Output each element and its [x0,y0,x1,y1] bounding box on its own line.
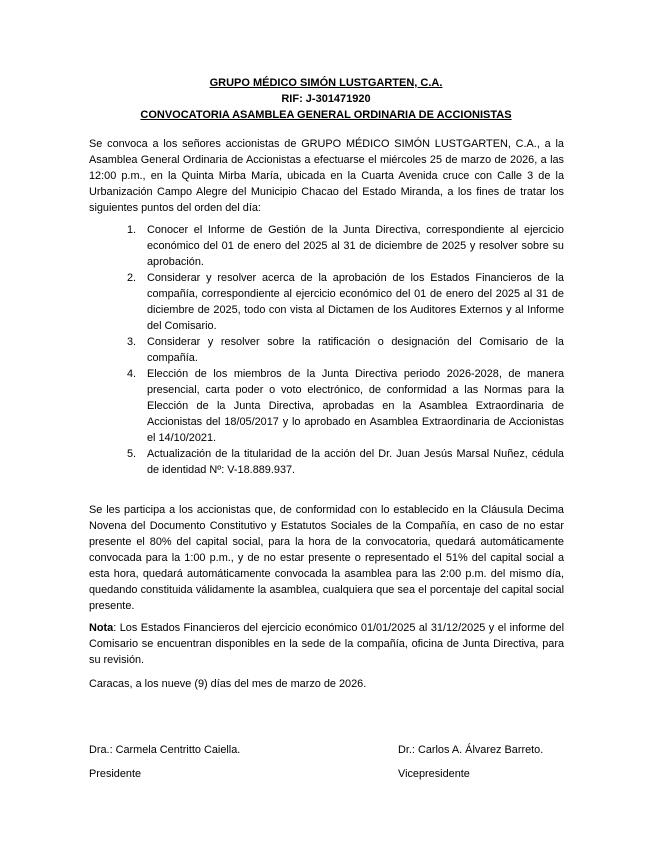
company-name-text: GRUPO MÉDICO SIMÓN LUSTGARTEN, C.A. [209,77,443,89]
president-name: Dra.: Carmela Centritto Caiella. [89,744,241,756]
president-signature [89,742,398,782]
agenda-item [120,270,564,334]
agenda-item-text: Considerar y resolver sobre la ratificación o designación del Comisario de la compañía. [147,336,564,364]
note-text: : Los Estados Financieros del ejercicio económico 01/01/2025 al 31/12/2025 y el informe del Comisario se encuentran disponibles en la sede de la compañía, oficina de Junta Directiva, para su revisión. [89,622,564,666]
note-paragraph [89,620,564,668]
company-name [0,75,652,91]
agenda-item [120,366,564,446]
agenda-item-text: Elección de los miembros de la Junta Directiva periodo 2026-2028, de manera presencial, carta poder o voto electrónico, de conformidad a las Normas para la Elección de la Junta Directiva, aprobadas en la Asamblea Extraordinaria de Accionistas del 18/05/2017 y lo aprobado en Asamblea Extraordinaria de Accionistas el 14/10/2021. [147,368,564,444]
agenda-item [120,334,564,366]
agenda-item-text: Considerar y resolver acerca de la aprobación de los Estados Financieros de la compañía, correspondiente al ejercicio económico del 01 de enero del 2025 al 31 de diciembre de 2025, todo con vista al Dictamen de los Auditores Externos y al Informe del Comisario. [147,272,564,332]
quorum-paragraph: Se les participa a los accionistas que, de conformidad con lo establecido en la Cláusula Decima Novena del Documento Constitutivo y Estatutos Sociales de la Compañía, en caso de no estar presente el 80% del capital social, para la hora de la convocatoria, quedará automáticamente convocada para la 1:00 p.m., y de no estar presente o representado el 51% del capital social a esta hora, quedará automáticamente convocada la asamblea para las 2:00 p.m. del mismo día, quedando constituida válidamente la asamblea, cualquiera que sea el porcentaje del capital social presente. [89,504,564,612]
note-label: Nota [89,622,114,634]
agenda-item-number: 3. [127,336,137,348]
document-title-text: CONVOCATORIA ASAMBLEA GENERAL ORDINARIA DE ACCIONISTAS [140,109,512,121]
agenda-list [120,222,564,478]
agenda-item [120,446,564,478]
president-role: Presidente [89,768,142,780]
agenda-item-number: 4. [127,368,137,380]
agenda-item-text: Conocer el Informe de Gestión de la Junta Directiva, correspondiente al ejercicio económico del 01 de enero del 2025 al 31 de diciembre de 2025 y resolver sobre su aprobación. [147,224,564,268]
signature-block [89,742,564,782]
date-line: Caracas, a los nueve (9) días del mes de marzo de 2026. [89,678,367,690]
agenda-item-text: Actualización de la titularidad de la acción del Dr. Juan Jesús Marsal Nuñez, cédula de identidad Nº: V-18.889.937. [147,448,564,476]
document-title [0,107,652,123]
agenda-item-number: 1. [127,224,137,236]
agenda-item-number: 5. [127,448,137,460]
agenda-item-number: 2. [127,272,137,284]
vicepresident-signature [398,742,543,782]
vicepresident-name: Dr.: Carlos A. Álvarez Barreto. [398,744,544,756]
rif-number: RIF: J-301471920 [281,93,371,105]
agenda-item [120,222,564,270]
vicepresident-role: Vicepresidente [398,768,470,780]
document-header [0,75,652,123]
intro-paragraph: Se convoca a los señores accionistas de GRUPO MÉDICO SIMÓN LUSTGARTEN, C.A., a la Asamblea General Ordinaria de Accionistas a efectuarse el miércoles 25 de marzo de 2026, a las 12:00 p.m., en la Quinta Mirba María, ubicada en la Cuarta Avenida cruce con Calle 3 de la Urbanización Campo Alegre del Municipio Chacao del Estado Miranda, a los fines de tratar los siguientes puntos del orden del día: [89,138,564,214]
